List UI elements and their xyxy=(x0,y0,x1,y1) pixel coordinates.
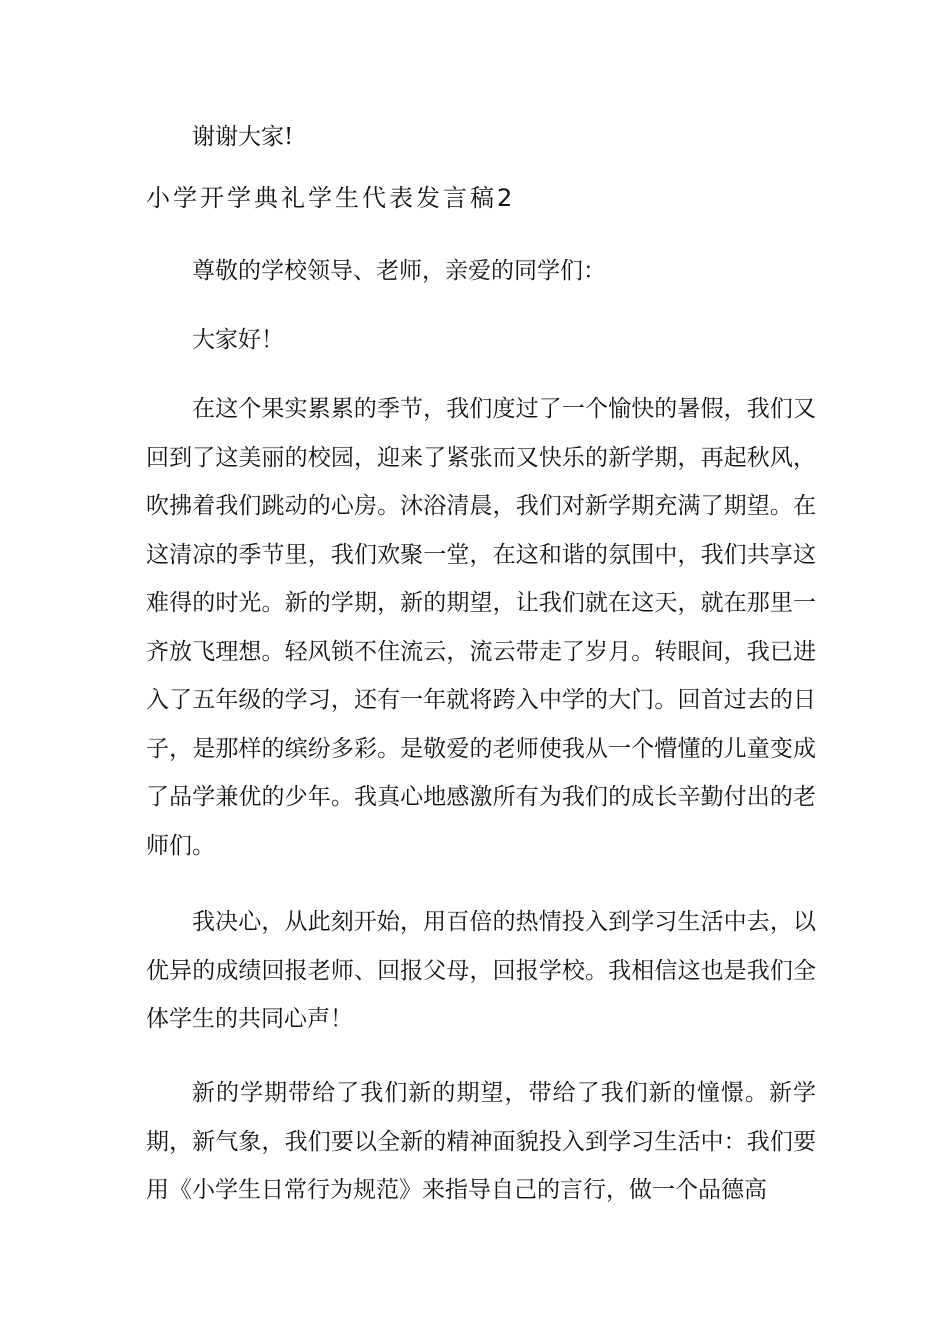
paragraph-1: 在这个果实累累的季节，我们度过了一个愉快的暑假，我们又回到了这美丽的校园，迎来了紧张而又快乐的新学期，再起秋风，吹拂着我们跳动的心房。沐浴清晨，我们对新学期充满了期望。在这清凉的季节里，我们欢聚一堂，在这和谐的氛围中，我们共享这难得的时光。新的学期，新的期望，让我们就在这天，就在那里一齐放飞理想。轻风锁不住流云，流云带走了岁月。转眼间，我已进入了五年级的学习，还有一年就将跨入中学的大门。回首过去的日子，是那样的缤纷多彩。是敬爱的老师使我从一个懵懂的儿童变成了品学兼优的少年。我真心地感激所有为我们的成长辛勤付出的老师们。 xyxy=(146,396,816,859)
closing-line: 谢谢大家! xyxy=(192,124,294,150)
page-title: 小学开学典礼学生代表发言稿2 xyxy=(146,184,516,212)
paragraph-2: 我决心，从此刻开始，用百倍的热情投入到学习生活中去，以优异的成绩回报老师、回报父母，回报学校。我相信这也是我们全体学生的共同心声！ xyxy=(146,909,816,1032)
greeting: 大家好！ xyxy=(192,327,284,353)
salutation: 尊敬的学校领导、老师，亲爱的同学们： xyxy=(192,258,606,284)
paragraph-3: 新的学期带给了我们新的期望，带给了我们新的憧憬。新学期，新气象，我们要以全新的精神面貌投入到学习生活中：我们要用《小学生日常行为规范》来指导自己的言行，做一个品德高 xyxy=(146,1080,816,1203)
